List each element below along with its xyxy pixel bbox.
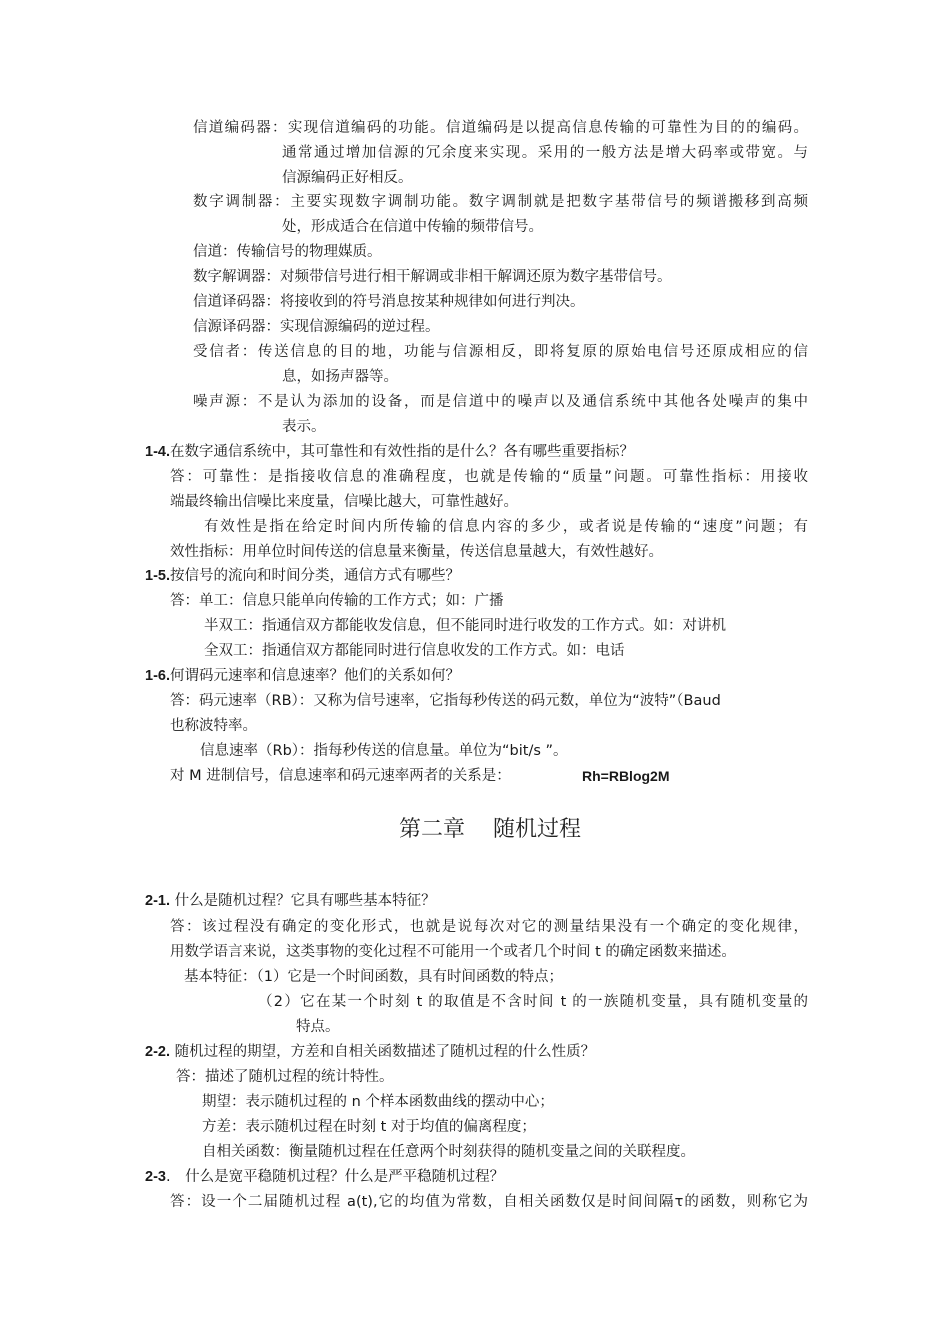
question-number: 1-4. [145,444,170,460]
text-line: 数字调制器：主要实现数字调制功能。数字调制就是把数字基带信号的频谱搬移到高频 [193,194,808,210]
text-line: 噪声源：不是认为添加的设备，而是信道中的噪声以及通信系统中其他各处噪声的集中 [193,394,808,410]
question-text: 何谓码元速率和信息速率？他们的关系如何？ [170,668,460,684]
answer-line: 全双工：指通信双方都能同时进行信息收发的工作方式。如：电话 [204,643,625,659]
text-line: 通常通过增加信源的冗余度来实现。采用的一般方法是增大码率或带宽。与 [282,145,808,161]
question-number: 2-3 [145,1169,166,1185]
answer-line: 基本特征：（1）它是一个时间函数，具有时间函数的特点； [184,969,563,985]
question-text: . 什么是宽平稳随机过程？什么是严平稳随机过程？ [165,1169,505,1185]
answer-line: 特点。 [296,1019,340,1035]
question-text: 在数字通信系统中，其可靠性和有效性指的是什么？各有哪些重要指标？ [170,444,634,460]
answer-line: 答：码元速率（RB）：又称为信号速率，它指每秒传送的码元数，单位为“波特”（Baud [170,693,721,709]
question-heading [145,891,436,911]
answer-line: 对 M 进制信号，信息速率和码元速率两者的关系是： [170,768,511,784]
text-line: 息，如扬声器等。 [282,369,398,385]
text-line: 信道编码器：实现信道编码的功能。信道编码是以提高信息传输的可靠性为目的的编码。 [193,120,808,136]
answer-line: 也称波特率。 [170,718,257,734]
question-heading [145,1167,504,1187]
answer-line: 方差：表示随机过程在时刻 t 对于均值的偏离程度； [202,1119,536,1135]
answer-line: 答：可靠性：是指接收信息的准确程度，也就是传输的“质量”问题。可靠性指标：用接收 [170,469,808,485]
answer-line: 答：设一个二届随机过程 a(t),它的均值为常数，自相关函数仅是时间间隔τ的函数，则称它为 [170,1194,808,1210]
answer-line: 期望：表示随机过程的 n 个样本函数曲线的摆动中心； [202,1094,554,1110]
answer-line: 信息速率（Rb）：指每秒传送的信息量。单位为“bit/s ”。 [200,743,568,759]
answer-line: 答：描述了随机过程的统计特性。 [176,1069,394,1085]
text-line: 表示。 [282,419,326,435]
answer-line: 有效性是指在给定时间内所传输的信息内容的多少，或者说是传输的“速度”问题；有 [204,519,808,535]
question-number: 2-1. [145,893,170,909]
answer-line: （2）它在某一个时刻 t 的取值是不含时间 t 的一族随机变量，具有随机变量的 [258,994,808,1010]
question-text: 按信号的流向和时间分类，通信方式有哪些？ [170,568,460,584]
answer-line: 半双工：指通信双方都能收发信息，但不能同时进行收发的工作方式。如：对讲机 [204,618,726,634]
question-heading [145,666,460,686]
question-text: 随机过程的期望，方差和自相关函数描述了随机过程的什么性质？ [174,1044,596,1060]
chapter-name: 随机过程 [493,817,582,842]
answer-line: 效性指标：用单位时间传送的信息量来衡量，传送信息量越大，有效性越好。 [170,544,663,560]
question-heading [145,566,460,586]
answer-line: 答：单工：信息只能单向传输的工作方式；如：广播 [170,593,504,609]
text-line: 数字解调器：对频带信号进行相干解调或非相干解调还原为数字基带信号。 [193,269,672,285]
question-heading [145,442,634,462]
text-line: 信道：传输信号的物理媒质。 [193,244,382,260]
chapter-number: 第二章 [398,817,465,842]
answer-line: 自相关函数：衡量随机过程在任意两个时刻获得的随机变量之间的关联程度。 [202,1144,695,1160]
question-text: 什么是随机过程？它具有哪些基本特征？ [174,893,436,909]
text-line: 信源编码正好相反。 [282,170,413,186]
text-line: 信源译码器：实现信源编码的逆过程。 [193,319,440,335]
text-line: 受信者：传送信息的目的地，功能与信源相反，即将复原的原始电信号还原成相应的信 [193,344,808,360]
formula: Rh=RBlog2M [582,768,670,784]
answer-line: 端最终输出信噪比来度量，信噪比越大，可靠性越好。 [170,494,518,510]
question-heading [145,1042,595,1062]
text-line: 处，形成适合在信道中传输的频带信号。 [282,219,543,235]
answer-line: 用数学语言来说，这类事物的变化过程不可能用一个或者几个时间 t 的确定函数来描述。 [170,944,736,960]
question-number: 1-6. [145,668,170,684]
text-line: 信道译码器：将接收到的符号消息按某种规律如何进行判决。 [193,294,585,310]
chapter-title [0,815,950,845]
answer-line: 答：该过程没有确定的变化形式，也就是说每次对它的测量结果没有一个确定的变化规律， [170,919,808,935]
question-number: 2-2. [145,1044,170,1060]
question-number: 1-5. [145,568,170,584]
